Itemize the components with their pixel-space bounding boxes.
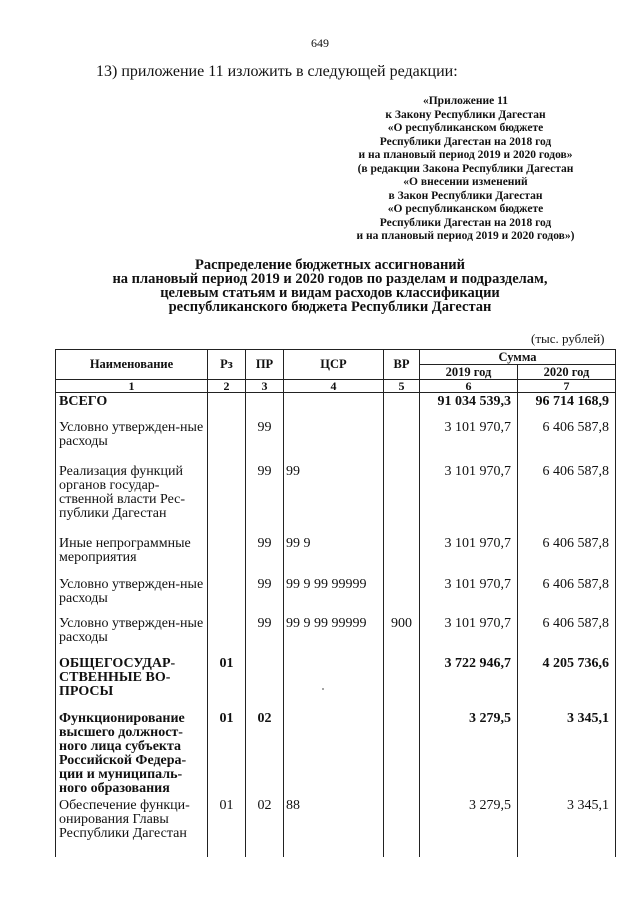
row-csr <box>284 710 384 797</box>
row-pr: 02 <box>246 797 284 857</box>
header-csr: ЦСР <box>284 350 384 380</box>
table-row <box>56 655 616 710</box>
column-number: 7 <box>518 380 616 393</box>
appendix-line: и на плановый период 2019 и 2020 годов») <box>356 230 575 242</box>
scan-dot <box>322 688 324 690</box>
row-vr <box>384 535 420 576</box>
row-csr: 99 9 99 99999 <box>284 576 384 615</box>
row-sum-2020: 3 345,1 <box>518 797 616 857</box>
page-number: 649 <box>311 36 329 50</box>
appendix-line: «О республиканском бюджете <box>387 203 544 215</box>
row-csr: 99 9 99 99999 <box>284 615 384 655</box>
table-row <box>56 797 616 857</box>
appendix-line: Республики Дагестан на 2018 год <box>379 135 552 148</box>
title-line: Распределение бюджетных ассигнований <box>194 257 466 273</box>
row-sum-2019: 3 101 970,7 <box>420 535 518 576</box>
table-row <box>56 576 616 615</box>
header-vr: ВР <box>384 350 420 380</box>
row-pr <box>246 393 284 419</box>
row-sum-2019: 3 101 970,7 <box>420 615 518 655</box>
table-row <box>56 393 616 419</box>
row-name: Реализация функций органов государ-ственной власти Рес-публики Дагестан <box>56 463 208 535</box>
row-csr: 99 9 <box>284 535 384 576</box>
header-name: Наименование <box>56 350 208 380</box>
appendix-line: Республики Дагестан на 2018 год <box>379 216 552 229</box>
row-sum-2020: 3 345,1 <box>518 710 616 797</box>
appendix-line: к Закону Республики Дагестан <box>385 108 546 121</box>
row-name: Иные непрограммные мероприятия <box>56 535 208 576</box>
header-2019: 2019 год <box>420 365 518 380</box>
row-name: ВСЕГО <box>56 393 208 419</box>
row-rz: 01 <box>208 797 246 857</box>
row-sum-2019: 3 279,5 <box>420 797 518 857</box>
title-line: республиканского бюджета Республики Дагестан <box>168 299 492 315</box>
row-sum-2020: 96 714 168,9 <box>518 393 616 419</box>
row-rz <box>208 393 246 419</box>
column-number: 4 <box>284 380 384 393</box>
column-number: 1 <box>56 380 208 393</box>
row-vr <box>384 576 420 615</box>
row-pr: 99 <box>246 535 284 576</box>
row-sum-2019: 3 101 970,7 <box>420 463 518 535</box>
row-rz <box>208 576 246 615</box>
intro-text: 13) приложение 11 изложить в следующей редакции: <box>96 63 458 80</box>
table-row <box>56 463 616 535</box>
row-pr: 99 <box>246 463 284 535</box>
row-csr <box>284 393 384 419</box>
row-rz: 01 <box>208 655 246 710</box>
appendix-line: «О республиканском бюджете <box>387 122 544 134</box>
row-vr <box>384 463 420 535</box>
row-csr: 88 <box>284 797 384 857</box>
table-row <box>56 615 616 655</box>
row-rz: 01 <box>208 710 246 797</box>
units-label: (тыс. рублей) <box>531 331 605 346</box>
column-number: 6 <box>420 380 518 393</box>
table-row <box>56 419 616 463</box>
header-pr: ПР <box>246 350 284 380</box>
row-sum-2020: 6 406 587,8 <box>518 463 616 535</box>
document-title <box>60 258 600 314</box>
row-vr: 900 <box>384 615 420 655</box>
appendix-line: в Закон Республики Дагестан <box>388 189 543 202</box>
row-pr: 99 <box>246 576 284 615</box>
row-rz <box>208 463 246 535</box>
title-line: целевым статьям и видам расходов классификации <box>160 285 500 301</box>
budget-table <box>55 349 616 857</box>
appendix-line: «Приложение 11 <box>422 95 509 107</box>
row-pr: 99 <box>246 615 284 655</box>
row-sum-2019: 3 101 970,7 <box>420 419 518 463</box>
row-vr <box>384 655 420 710</box>
row-name: ОБЩЕГОСУДАР-СТВЕННЫЕ ВО-ПРОСЫ <box>56 655 208 710</box>
row-sum-2020: 6 406 587,8 <box>518 615 616 655</box>
row-name: Обеспечение функци-онирования Главы Республики Дагестан <box>56 797 208 857</box>
row-vr <box>384 797 420 857</box>
row-rz <box>208 615 246 655</box>
row-rz <box>208 419 246 463</box>
column-number: 2 <box>208 380 246 393</box>
header-sum: Сумма <box>420 350 616 365</box>
row-name: Функционирование высшего должност-ного лица субъекта Российской Федера-ции и муниципаль-ного образования <box>56 710 208 797</box>
header-rz: Рз <box>208 350 246 380</box>
row-sum-2019: 3 101 970,7 <box>420 576 518 615</box>
row-csr <box>284 655 384 710</box>
row-name: Условно утвержден-ные расходы <box>56 576 208 615</box>
row-pr: 99 <box>246 419 284 463</box>
row-sum-2020: 6 406 587,8 <box>518 535 616 576</box>
row-rz <box>208 535 246 576</box>
row-sum-2019: 3 722 946,7 <box>420 655 518 710</box>
table-row <box>56 535 616 576</box>
row-csr: 99 <box>284 463 384 535</box>
row-csr <box>284 419 384 463</box>
row-vr <box>384 393 420 419</box>
appendix-line: (в редакции Закона Республики Дагестан <box>357 162 574 175</box>
row-pr <box>246 655 284 710</box>
row-name: Условно утвержден-ные расходы <box>56 615 208 655</box>
column-number: 3 <box>246 380 284 393</box>
table-row <box>56 710 616 797</box>
row-name: Условно утвержден-ные расходы <box>56 419 208 463</box>
appendix-header <box>318 95 613 244</box>
appendix-line: «О внесении изменений <box>403 176 528 188</box>
row-sum-2019: 3 279,5 <box>420 710 518 797</box>
row-sum-2019: 91 034 539,3 <box>420 393 518 419</box>
row-sum-2020: 6 406 587,8 <box>518 419 616 463</box>
appendix-line: и на плановый период 2019 и 2020 годов» <box>358 149 573 161</box>
row-sum-2020: 6 406 587,8 <box>518 576 616 615</box>
column-number: 5 <box>384 380 420 393</box>
title-line: на плановый период 2019 и 2020 годов по разделам и подразделам, <box>112 271 548 287</box>
header-2020: 2020 год <box>518 365 616 380</box>
row-vr <box>384 419 420 463</box>
row-pr: 02 <box>246 710 284 797</box>
row-sum-2020: 4 205 736,6 <box>518 655 616 710</box>
row-vr <box>384 710 420 797</box>
